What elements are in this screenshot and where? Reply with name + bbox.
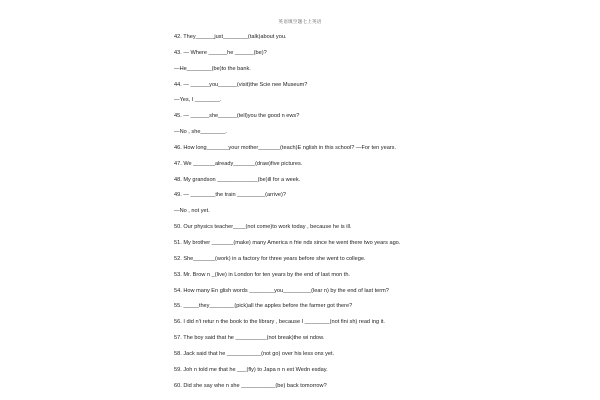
- exercise-line: 54. How many En glish words ________you_________(lear n) by the end of last term?: [174, 287, 389, 294]
- exercise-list: [174, 34, 494, 398]
- exercise-line: 42. They______just________(talk)about you.: [174, 34, 287, 40]
- exercise-line: 56. I did n't retur n the book to the library , because I ________(not fini sh) read ing it.: [174, 319, 385, 326]
- exercise-line: 43. — Where ______he ______(be)?: [174, 49, 267, 56]
- exercise-line: 58. Jack said that he ___________(not go) over his less ons yet.: [174, 350, 335, 357]
- exercise-line: 57. The boy said that he __________(not break)the wi ndow.: [174, 335, 325, 342]
- exercise-line: 49. — ________the train _________(arrive)?: [174, 192, 286, 199]
- exercise-line: 48. My grandson _____________(be)ill for a week.: [174, 176, 301, 183]
- exercise-line: —No , not yet.: [174, 208, 210, 215]
- exercise-line: 45. — ______she______(tell)you the good n ews?: [174, 113, 300, 120]
- exercise-line: —No , she________.: [174, 129, 227, 136]
- exercise-line: 53. Mr. Brow n _(live) in London for ten years by the end of last mon th.: [174, 271, 350, 278]
- exercise-line: —He________(be)to the bank.: [174, 65, 251, 72]
- exercise-line: 55. _____they________(pick)all the apples before the farmer got there?: [174, 303, 353, 310]
- exercise-line: 51. My brother _______(make) many America n frie nds since he went there two years ago.: [174, 239, 401, 246]
- exercise-line: 52. She_______(work) in a factory for three years before she went to college.: [174, 255, 366, 262]
- exercise-line: 47. We _______already_______(draw)five pictures.: [174, 160, 303, 167]
- exercise-line: 44. — ______you______(visit)the Scie nee Museum?: [174, 81, 308, 88]
- exercise-line: 59. Joh n told me that he ___(fly) to Japa n n ext Wedn esday.: [174, 366, 328, 373]
- exercise-line: 46. How long_______your mother_______(teach)E nglish in this school? —For ten years.: [174, 144, 397, 151]
- page-header: 英语填空题七上英语: [278, 19, 322, 24]
- exercise-line: 60. Did she say whe n she ___________(be) back tomorrow?: [174, 382, 327, 389]
- exercise-line: —Yes, I ________.: [174, 97, 222, 104]
- exercise-line: 50. Our physics teacher____(not come)to work today , because he is ill.: [174, 224, 352, 231]
